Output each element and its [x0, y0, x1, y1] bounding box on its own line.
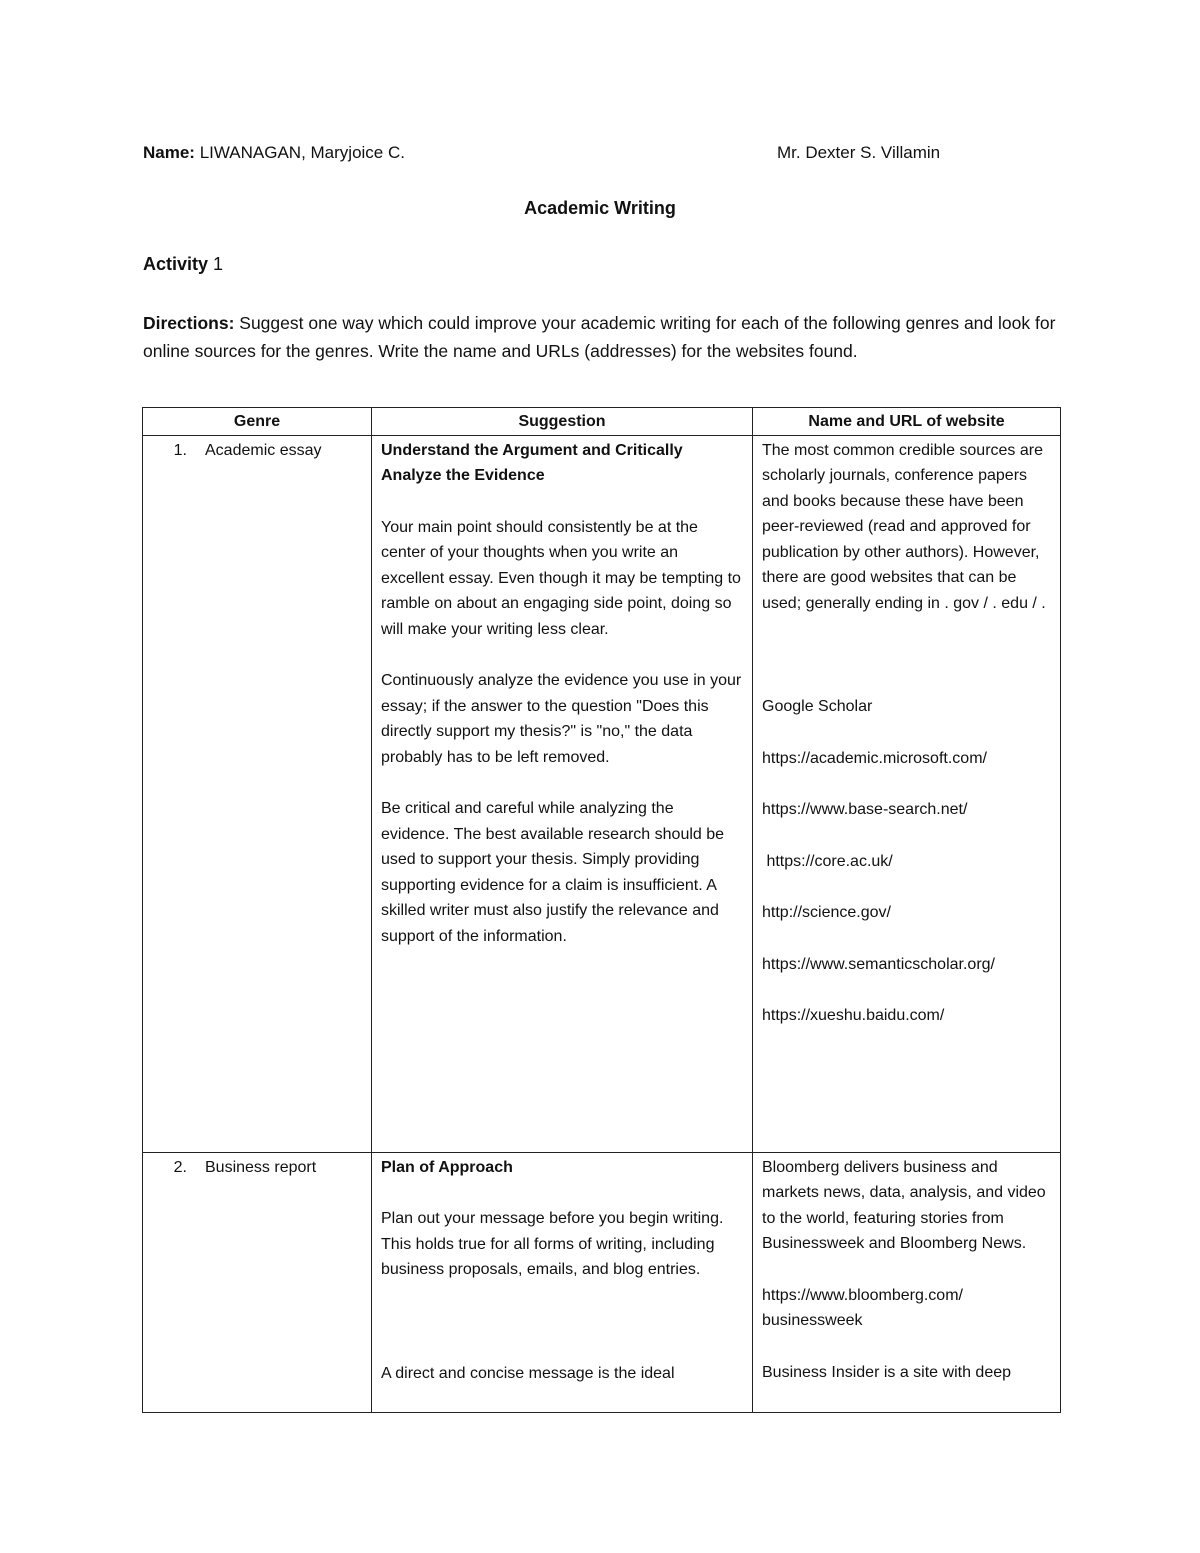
website-link-core[interactable]: https://core.ac.uk/: [762, 852, 893, 870]
genre-label: Academic essay: [205, 441, 322, 459]
suggestion-title-line-1: Understand the Argument and Critically: [381, 441, 683, 459]
activity-label: Activity: [143, 254, 209, 274]
suggestion-cell: [372, 435, 753, 1152]
header-suggestion: Suggestion: [372, 408, 753, 436]
genre-cell: [143, 1152, 372, 1412]
website-link-bloomberg-part-1: https://www.bloomberg.com/: [762, 1286, 963, 1304]
website-link-microsoft-academic[interactable]: https://academic.microsoft.com/: [762, 749, 987, 767]
website-cell: [753, 435, 1061, 1152]
suggestion-paragraph: Your main point should consistently be at the center of your thoughts when you write an excellent essay. Even though it may be tempting to ramble on about an engaging side point, doing so will make your writing less clear.: [381, 518, 741, 638]
suggestion-paragraph: Be critical and careful while analyzing the evidence. The best available research should be used to support your thesis. Simply providing supporting evidence for a claim is insufficient. A skilled writer must also justify the relevance and support of the information.: [381, 800, 725, 945]
website-link-base-search[interactable]: https://www.base-search.net/: [762, 801, 968, 818]
website-text: Business Insider is a site with deep: [762, 1363, 1012, 1381]
website-link-semantic-scholar[interactable]: https://www.semanticscholar.org/: [762, 955, 995, 973]
genre-cell: [143, 435, 372, 1152]
website-intro: The most common credible sources are scholarly journals, conference papers and books because these have been peer-reviewed (read and approved for publication by other authors). However, there are good websites that can be used; generally ending in . gov / . edu / .: [762, 441, 1046, 612]
directions: [143, 309, 1063, 365]
name-label: Name:: [143, 143, 195, 162]
website-link-bloomberg[interactable]: [762, 1283, 1051, 1334]
suggestion-title: [381, 438, 743, 489]
website-cell: [753, 1152, 1061, 1412]
genre-number: 2.: [173, 1158, 187, 1176]
activity-number: 1: [208, 254, 224, 274]
suggestion-paragraph: Plan out your message before you begin writing. This holds true for all forms of writing, including business proposals, emails, and blog entries.: [381, 1210, 724, 1278]
suggestion-paragraph: Continuously analyze the evidence you use in your essay; if the answer to the question "Does this directly support my thesis?" is "no," the data probably has to be left removed.: [381, 672, 742, 766]
table-row: [143, 1152, 1061, 1412]
suggestion-title-line-2: Analyze the Evidence: [381, 467, 545, 484]
document-title: Academic Writing: [524, 198, 676, 218]
directions-text: Suggest one way which could improve your academic writing for each of the following genres and look for online sources for the genres. Write the name and URLs (addresses) for the websites found.: [143, 313, 1056, 361]
activity-heading: [143, 254, 223, 275]
teacher-name: Mr. Dexter S. Villamin: [777, 143, 941, 162]
website-link-google-scholar[interactable]: Google Scholar: [762, 698, 873, 715]
website-intro: Bloomberg delivers business and markets news, data, analysis, and video to the world, featuring stories from Businessweek and Bloomberg News.: [762, 1158, 1046, 1252]
header-website: Name and URL of website: [753, 408, 1061, 436]
website-link-science-gov[interactable]: http://science.gov/: [762, 904, 891, 921]
table-row: [143, 435, 1061, 1152]
website-link-xueshu-baidu[interactable]: https://xueshu.baidu.com/: [762, 1007, 945, 1024]
name-value: LIWANAGAN, Maryjoice C.: [194, 143, 405, 162]
suggestion-paragraph: A direct and concise message is the ideal: [381, 1364, 675, 1382]
directions-label: Directions:: [143, 313, 235, 333]
student-name: [143, 143, 405, 163]
website-link-bloomberg-part-2: businessweek: [762, 1312, 863, 1329]
genre-number: 1.: [173, 441, 187, 459]
suggestion-cell: [372, 1152, 753, 1412]
header-genre: Genre: [143, 408, 372, 436]
table-header-row: [143, 408, 1061, 436]
genre-label: Business report: [205, 1158, 317, 1176]
header-row: [143, 143, 1057, 169]
suggestion-title: Plan of Approach: [381, 1158, 513, 1176]
genre-table: [142, 407, 1061, 1413]
